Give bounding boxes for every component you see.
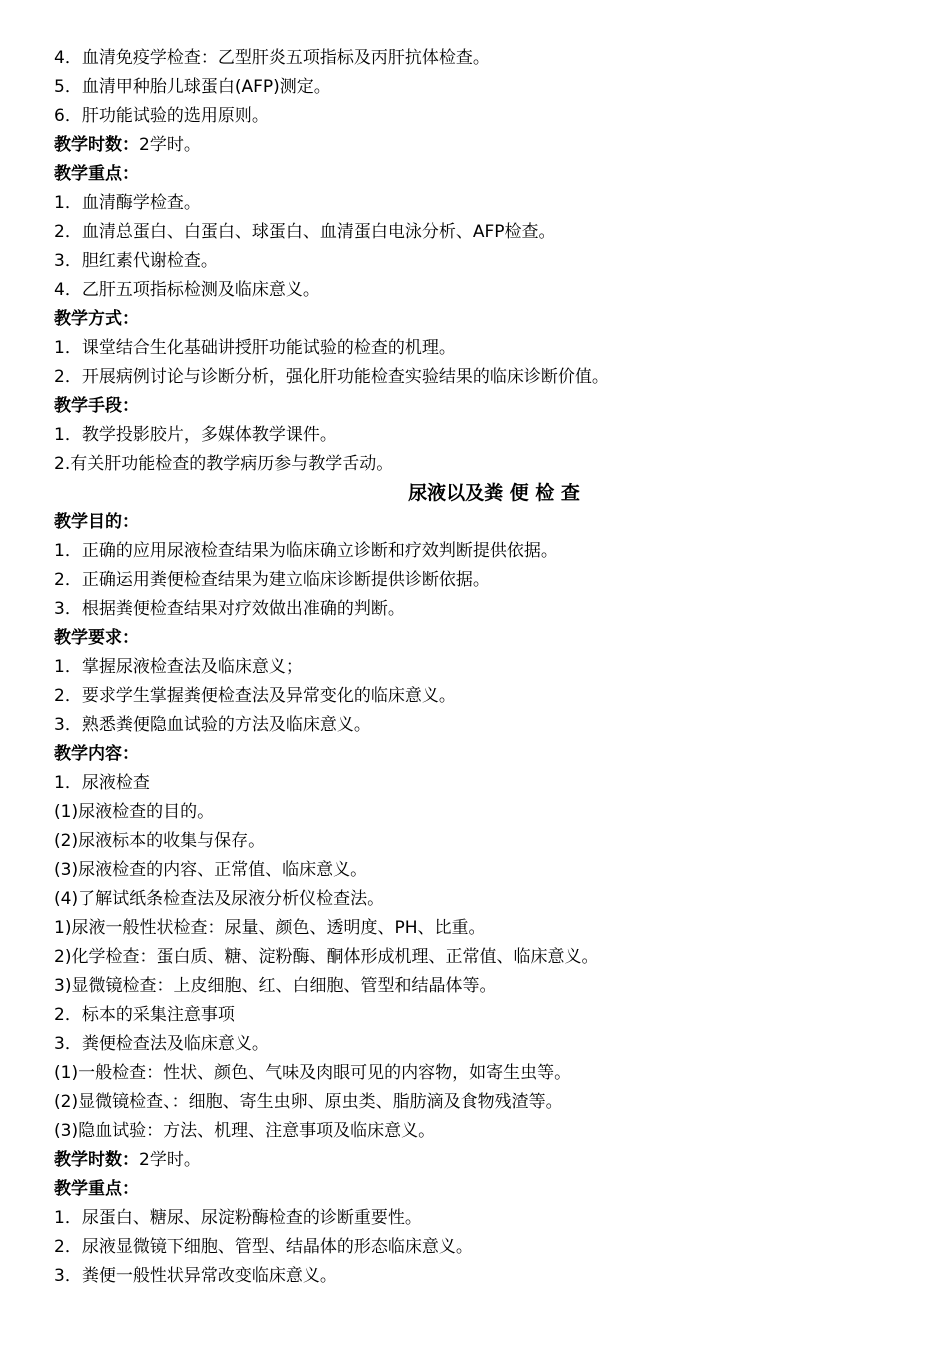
means-item: 2.有关肝功能检查的教学病历参与教学舌动。	[54, 454, 394, 474]
goal-item: 3．根据粪便检查结果对疗效做出准确的判断。	[54, 599, 405, 619]
section-title: 尿液以及粪 便 检 查	[408, 482, 580, 504]
teaching-hours-label: 教学时数：	[54, 135, 139, 155]
goals-heading: 教学目的：	[54, 512, 139, 532]
key-point-item: 1．血清酶学检查。	[54, 193, 201, 213]
teaching-hours	[54, 1146, 914, 1175]
key-point-item: 2．血清总蛋白、白蛋白、球蛋白、血清蛋白电泳分析、AFP检查。	[54, 222, 556, 242]
content-item: 2．标本的采集注意事项	[54, 1005, 235, 1025]
content-item: 6．肝功能试验的选用原则。	[54, 106, 269, 126]
content-item: 3．粪便检查法及临床意义。	[54, 1034, 269, 1054]
teaching-hours-label: 教学时数：	[54, 1150, 139, 1170]
teaching-hours-value: 2学时。	[139, 1150, 201, 1170]
method-item: 1．课堂结合生化基础讲授肝功能试验的检查的机理。	[54, 338, 456, 358]
requirements-heading: 教学要求：	[54, 628, 139, 648]
requirement-item: 2．要求学生掌握粪便检查法及异常变化的临床意义。	[54, 686, 456, 706]
key-point-item: 1．尿蛋白、糖尿、尿淀粉酶检查的诊断重要性。	[54, 1208, 422, 1228]
content-item: (3)隐血试验：方法、机理、注意事项及临床意义。	[54, 1121, 436, 1141]
key-point-item: 3．粪便一般性状异常改变临床意义。	[54, 1266, 337, 1286]
key-point-item: 2．尿液显微镜下细胞、管型、结晶体的形态临床意义。	[54, 1237, 473, 1257]
requirement-item: 3．熟悉粪便隐血试验的方法及临床意义。	[54, 715, 371, 735]
content-item: 3)显微镜检查：上皮细胞、红、白细胞、管型和结晶体等。	[54, 976, 497, 996]
key-points-heading: 教学重点：	[54, 1179, 139, 1199]
content-item: (2)显微镜检查、：细胞、寄生虫卵、原虫类、脂肪滴及食物残渣等。	[54, 1092, 563, 1112]
content-item: (1)一般检查：性状、颜色、气味及肉眼可见的内容物，如寄生虫等。	[54, 1063, 572, 1083]
methods-heading: 教学方式：	[54, 309, 139, 329]
content-item: 5．血清甲种胎儿球蛋白(AFP)测定。	[54, 77, 331, 97]
content-item: (4)了解试纸条检查法及尿液分析仪检查法。	[54, 889, 385, 909]
content-item: (1)尿液检查的目的。	[54, 802, 215, 822]
means-heading: 教学手段：	[54, 396, 139, 416]
content-item: (3)尿液检查的内容、正常值、临床意义。	[54, 860, 368, 880]
content-heading: 教学内容：	[54, 744, 139, 764]
key-point-item: 3．胆红素代谢检查。	[54, 251, 218, 271]
teaching-hours-value: 2学时。	[139, 135, 201, 155]
content-item: (2)尿液标本的收集与保存。	[54, 831, 266, 851]
method-item: 2．开展病例讨论与诊断分析，强化肝功能检查实验结果的临床诊断价值。	[54, 367, 609, 387]
teaching-hours	[54, 131, 914, 160]
content-item: 4．血清免疫学检查：乙型肝炎五项指标及丙肝抗体检查。	[54, 48, 490, 68]
content-item: 1)尿液一般性状检查：尿量、颜色、透明度、PH、比重。	[54, 918, 486, 938]
means-item: 1．教学投影胶片，多媒体教学课件。	[54, 425, 337, 445]
goal-item: 1．正确的应用尿液检查结果为临床确立诊断和疗效判断提供依据。	[54, 541, 558, 561]
content-item: 1．尿液检查	[54, 773, 150, 793]
requirement-item: 1．掌握尿液检查法及临床意义；	[54, 657, 303, 677]
goal-item: 2．正确运用粪便检查结果为建立临床诊断提供诊断依据。	[54, 570, 490, 590]
document-page	[54, 44, 914, 1291]
key-points-heading: 教学重点：	[54, 164, 139, 184]
content-item: 2)化学检查：蛋白质、糖、淀粉酶、酮体形成机理、正常值、临床意义。	[54, 947, 599, 967]
key-point-item: 4．乙肝五项指标检测及临床意义。	[54, 280, 320, 300]
